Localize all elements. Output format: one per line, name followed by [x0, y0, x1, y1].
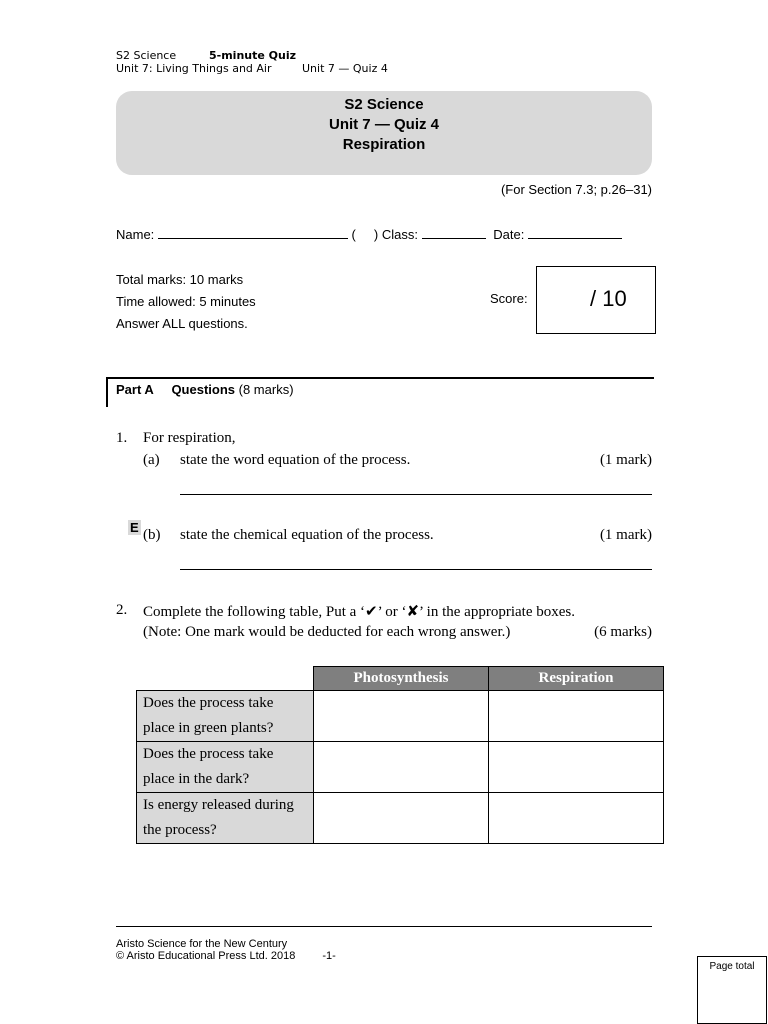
- date-label: Date:: [493, 227, 525, 242]
- part-a-heading: [116, 382, 294, 397]
- q1a-marks: (1 mark): [599, 452, 652, 468]
- q1-stem: For respiration,: [143, 430, 236, 446]
- quiz-info: [116, 269, 256, 335]
- q1b-text: state the chemical equation of the process.: [180, 527, 434, 543]
- header-subject: S2 Science: [116, 49, 177, 62]
- total-marks: Total marks: 10 marks: [116, 272, 244, 287]
- photosynthesis-answer-cell[interactable]: [314, 742, 489, 793]
- table-corner: [137, 667, 314, 691]
- part-a-title: Questions: [171, 382, 236, 397]
- page-total-box: [697, 956, 767, 1024]
- photosynthesis-answer-cell[interactable]: [314, 793, 489, 844]
- respiration-answer-cell[interactable]: [489, 691, 664, 742]
- class-label: Class:: [381, 227, 419, 242]
- header-quiz-ref: Unit 7 — Quiz 4: [302, 62, 388, 75]
- q2-number: 2.: [116, 602, 128, 618]
- row-question-line: Does the process take: [143, 695, 274, 711]
- q1a-answer-line[interactable]: [180, 494, 652, 495]
- extension-badge: E: [130, 520, 139, 535]
- table-row: [137, 793, 664, 844]
- score-label: Score:: [490, 291, 528, 306]
- student-info-line: [116, 226, 622, 242]
- class-field[interactable]: [422, 226, 486, 239]
- name-field[interactable]: [158, 226, 348, 239]
- respiration-answer-cell[interactable]: [489, 742, 664, 793]
- title-quiz: Unit 7 — Quiz 4: [328, 116, 439, 133]
- score-total: / 10: [590, 286, 627, 311]
- row-question-line: Does the process take: [143, 746, 274, 762]
- row-question: [137, 793, 314, 844]
- footer-rule: [116, 926, 652, 927]
- page-number: -1-: [322, 950, 336, 962]
- table-row: [137, 742, 664, 793]
- time-allowed: Time allowed: 5 minutes: [116, 294, 256, 309]
- header-respiration: Respiration: [489, 667, 664, 691]
- page-total-label: Page total: [709, 961, 755, 972]
- row-question: [137, 691, 314, 742]
- header-photosynthesis: Photosynthesis: [314, 667, 489, 691]
- row-question-line: the process?: [143, 822, 217, 838]
- q1a-label: (a): [143, 452, 160, 468]
- row-question: [137, 742, 314, 793]
- part-a-label: Part A: [116, 382, 154, 397]
- name-label: Name:: [116, 227, 155, 242]
- part-a-rule: [106, 377, 654, 379]
- instruction: Answer ALL questions.: [116, 316, 248, 331]
- title-box: [116, 91, 652, 175]
- q1b-answer-line[interactable]: [180, 569, 652, 570]
- footer-copyright: © Aristo Educational Press Ltd. 2018: [116, 950, 296, 962]
- title-subject: S2 Science: [344, 96, 424, 113]
- part-a-side-rule: [106, 377, 108, 407]
- title-topic: Respiration: [342, 136, 426, 153]
- respiration-answer-cell[interactable]: [489, 793, 664, 844]
- q2-marks: (6 marks): [594, 624, 652, 640]
- q2-stem: Complete the following table, Put a ‘✔’ or ‘✘’ in the appropriate boxes.: [143, 604, 575, 620]
- part-a-marks: (8 marks): [238, 382, 294, 397]
- q1-number: 1.: [116, 430, 128, 446]
- row-question-line: place in green plants?: [143, 720, 274, 736]
- date-field[interactable]: [528, 226, 622, 239]
- table-row: [137, 691, 664, 742]
- q1b-marks: (1 mark): [599, 527, 652, 543]
- header-quiz-type: 5-minute Quiz: [209, 49, 297, 62]
- row-question-line: place in the dark?: [143, 771, 250, 787]
- header-unit-name: Unit 7: Living Things and Air: [116, 62, 272, 75]
- footer-text: [116, 938, 336, 962]
- q1a-text: state the word equation of the process.: [180, 452, 411, 468]
- q1b-label: (b): [143, 527, 161, 543]
- class-number-paren: ( ): [351, 227, 379, 242]
- footer-book: Aristo Science for the New Century: [116, 938, 288, 950]
- answer-table: [136, 666, 664, 844]
- q2-note: (Note: One mark would be deducted for each wrong answer.): [143, 624, 511, 640]
- section-reference: (For Section 7.3; p.26–31): [500, 182, 652, 197]
- row-question-line: Is energy released during: [143, 797, 294, 813]
- photosynthesis-answer-cell[interactable]: [314, 691, 489, 742]
